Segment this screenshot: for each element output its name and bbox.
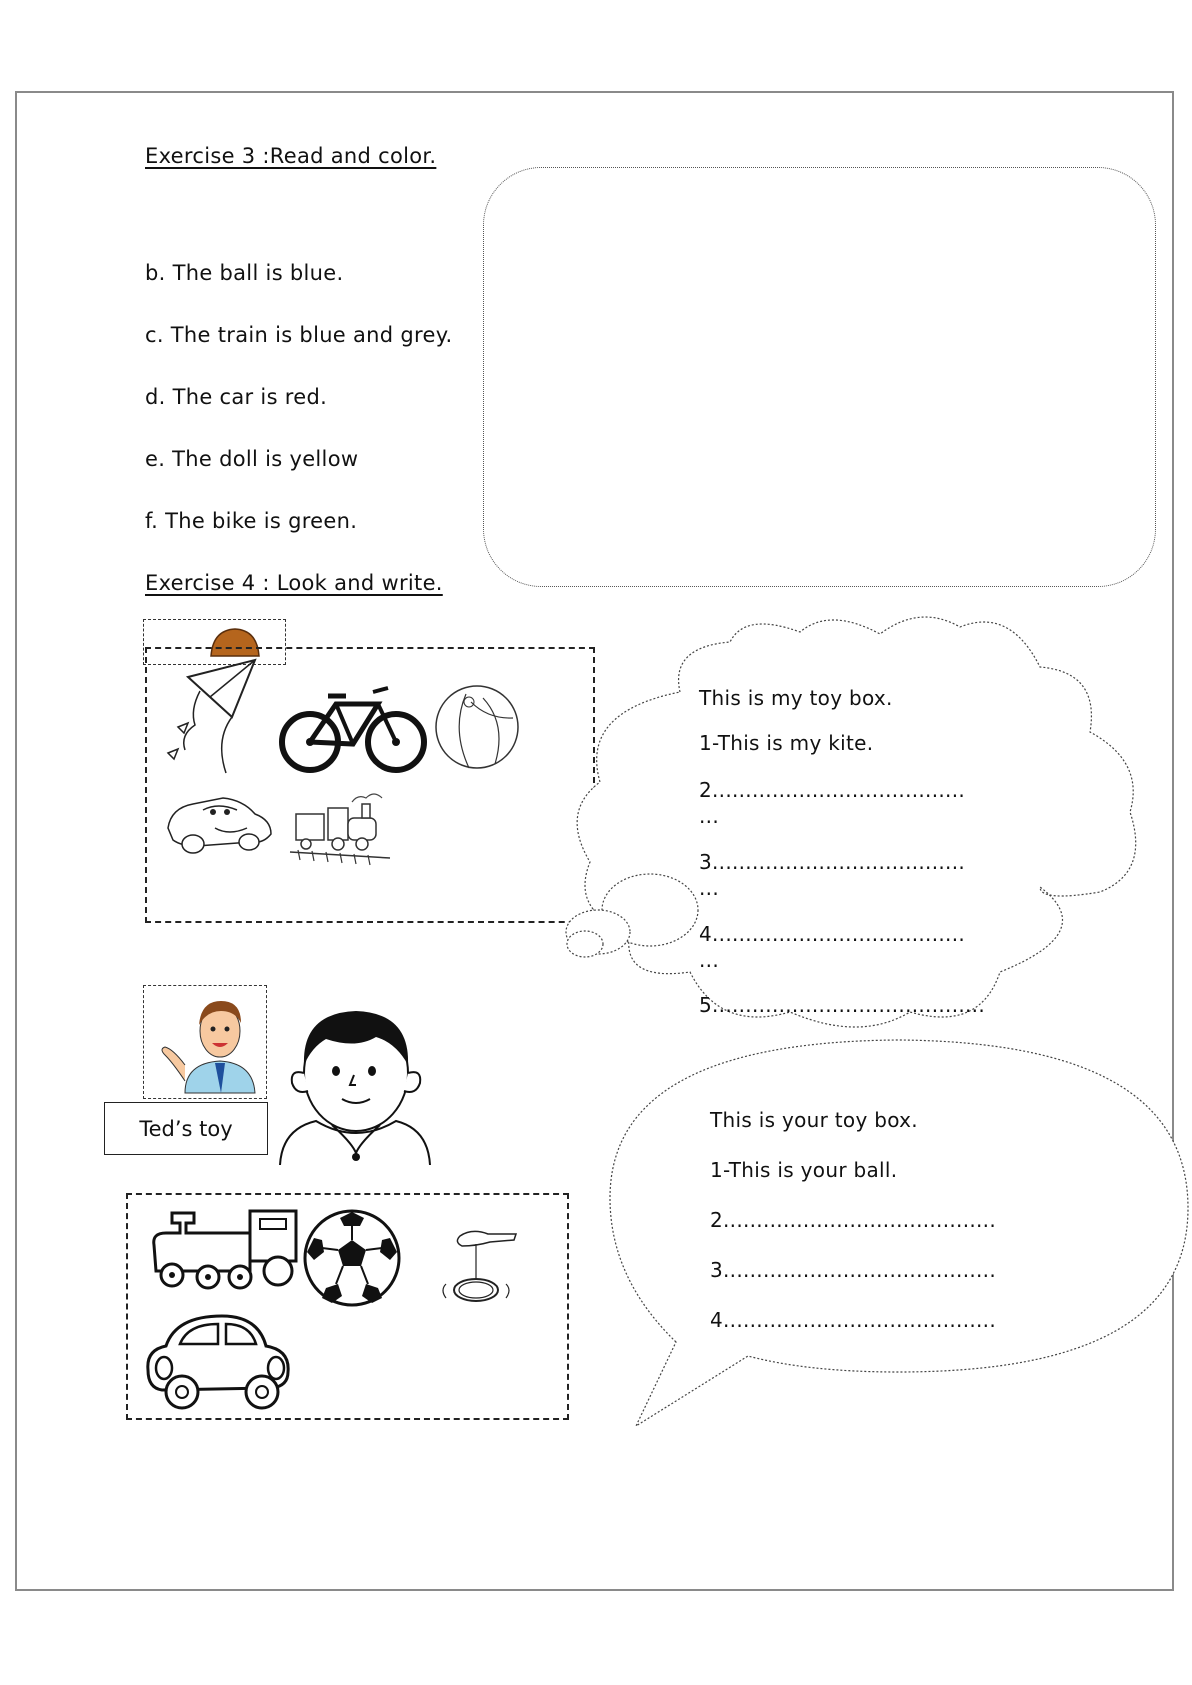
speech-line-2: 1-This is your ball.	[710, 1158, 898, 1182]
thought-line-4-cont: ...	[699, 876, 719, 900]
thought-line-5: 4......................................	[699, 922, 966, 946]
yoyo-icon	[432, 1228, 522, 1308]
soccer-ball-icon	[302, 1208, 402, 1308]
thought-line-4: 3......................................	[699, 850, 966, 874]
race-car-icon	[163, 790, 275, 856]
speech-line-4: 3.........................................	[710, 1258, 996, 1282]
thought-line-3: 2......................................	[699, 778, 966, 802]
thought-line-5-cont: ...	[699, 948, 719, 972]
thought-line-2: 1-This is my kite.	[699, 731, 874, 755]
speech-line-3: 2.........................................	[710, 1208, 996, 1232]
coloring-area	[483, 167, 1156, 587]
toy-train-icon	[150, 1205, 300, 1297]
train-icon	[290, 788, 392, 864]
teacher-icon	[155, 993, 260, 1093]
teds-toy-label: Ted’s toy	[104, 1102, 268, 1155]
sentence-bike: f. The bike is green.	[145, 509, 358, 533]
beach-ball-icon	[433, 684, 521, 770]
boy-icon	[276, 1003, 432, 1165]
exercise3-title: Exercise 3 :Read and color.	[145, 144, 437, 168]
speech-line-1: This is your toy box.	[710, 1108, 918, 1132]
speech-bubble	[608, 1038, 1190, 1428]
bicycle-icon	[278, 682, 430, 776]
toy-car-icon	[142, 1310, 294, 1410]
thought-line-1: This is my toy box.	[699, 686, 893, 710]
exercise4-title: Exercise 4 : Look and write.	[145, 571, 443, 595]
sentence-train: c. The train is blue and grey.	[145, 323, 453, 347]
sentence-ball: b. The ball is blue.	[145, 261, 344, 285]
sentence-doll: e. The doll is yellow	[145, 447, 359, 471]
thought-line-6: 5.........................................	[699, 993, 985, 1017]
kite-icon	[160, 655, 270, 780]
thought-bubble	[560, 612, 1150, 1030]
speech-line-5: 4.........................................	[710, 1308, 996, 1332]
thought-line-3-cont: ...	[699, 804, 719, 828]
sentence-car: d. The car is red.	[145, 385, 328, 409]
